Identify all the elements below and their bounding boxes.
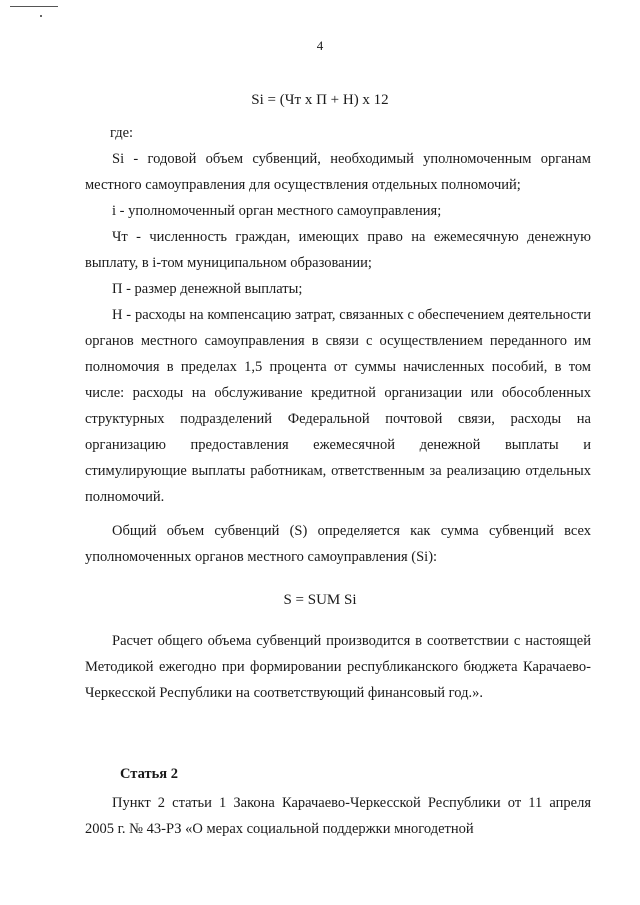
formula-total: S = SUM Si xyxy=(283,592,357,608)
calculation-block xyxy=(85,628,591,706)
formula-main: Si = (Чт x П + Н) x 12 xyxy=(251,92,389,108)
scan-artifact-line xyxy=(10,6,58,7)
definition-i: i - уполномоченный орган местного самоуправления; xyxy=(112,203,442,219)
calculation-paragraph: Расчет общего объема субвенций производится в соответствии с настоящей Методикой ежегодно при формировании республиканского бюджета Карачаево-Черкесской Республики на соответствующий финансовый год.». xyxy=(85,633,591,701)
definition-cht: Чт - численность граждан, имеющих право на ежемесячную денежную выплату, в i-том муниципальном образовании; xyxy=(85,229,591,271)
definitions-block xyxy=(85,120,591,570)
page-number: 4 xyxy=(316,38,324,53)
total-volume-paragraph: Общий объем субвенций (S) определяется как сумма субвенций всех уполномоченных органов местного самоуправления (Si): xyxy=(85,523,591,565)
article-heading: Статья 2 xyxy=(120,766,178,782)
scan-artifact-dot xyxy=(40,15,42,17)
definition-n: Н - расходы на компенсацию затрат, связанных с обеспечением деятельности органов местного самоуправления в связи с осуществлением переданного им полномочия в пределах 1,5 процента от суммы начисленных пособий, в том числе: расходы на обслуживание кредитной организации или обособленных структурных подразделений Федеральной почтовой связи, расходы на организацию предоставления ежемесячной денежной выплаты и стимулирующие выплаты работникам, ответственным за реализацию отдельных полномочий. xyxy=(85,307,591,505)
definition-p: П - размер денежной выплаты; xyxy=(112,281,303,297)
where-label: где: xyxy=(110,125,134,141)
article-paragraph: Пункт 2 статьи 1 Закона Карачаево-Черкесской Республики от 11 апреля 2005 г. № 43-РЗ «О мерах социальной поддержки многодетной xyxy=(85,795,591,837)
definition-si: Si - годовой объем субвенций, необходимый уполномоченным органам местного самоуправления для осуществления отдельных полномочий; xyxy=(85,151,591,193)
article-block xyxy=(85,790,591,842)
